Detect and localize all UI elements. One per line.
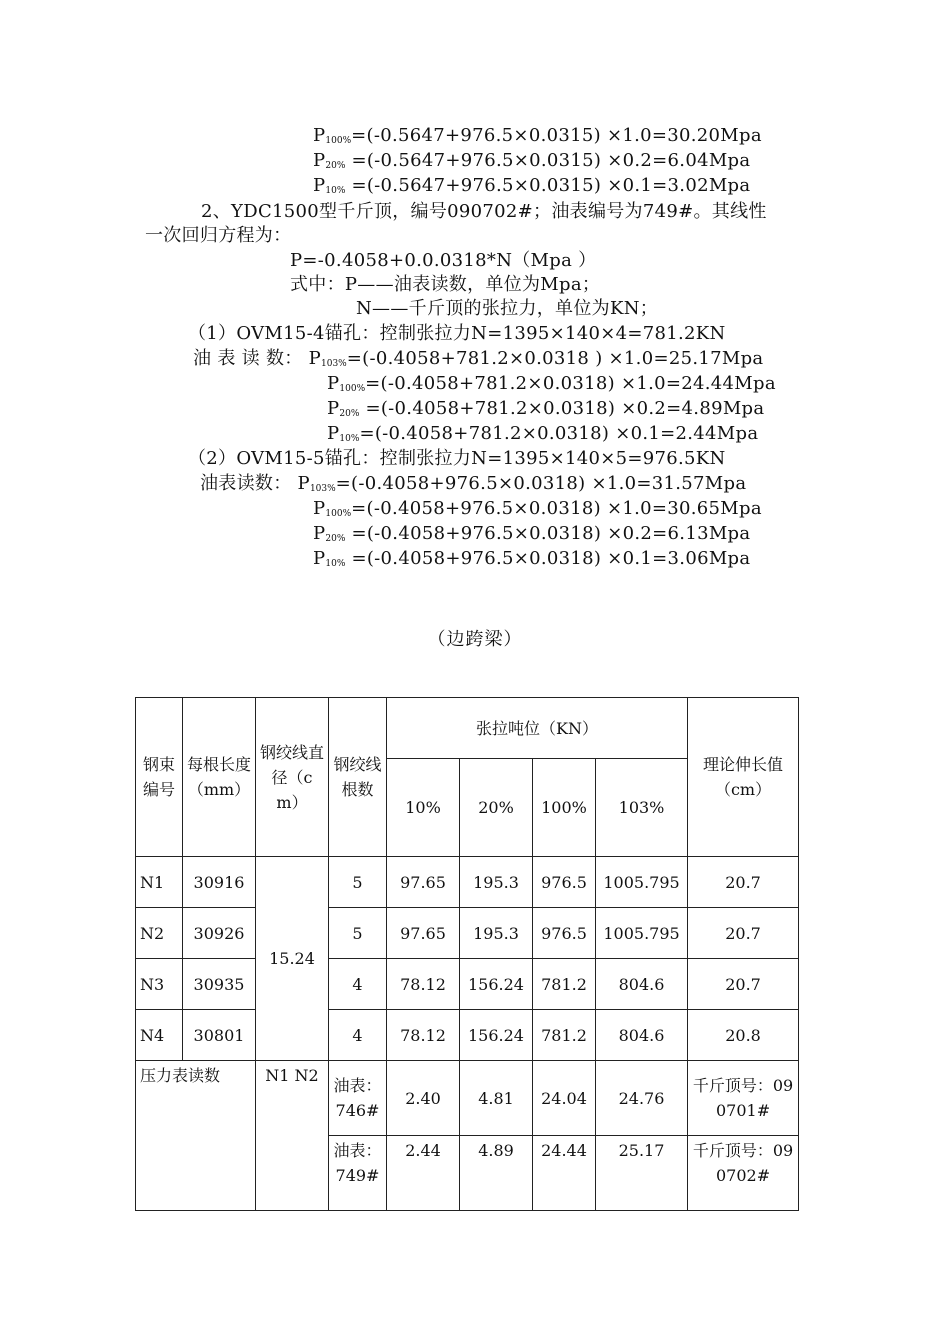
header-bundle-no: 钢束编号 <box>136 698 183 857</box>
cell-t100: 781.2 <box>533 959 596 1010</box>
cell-t100: 976.5 <box>533 857 596 908</box>
cell-t103: 804.6 <box>596 959 688 1010</box>
cell-p103: 25.17 <box>596 1136 688 1211</box>
table-row <box>136 1010 799 1061</box>
header-tension-group: 张拉吨位（KN） <box>387 698 688 759</box>
cell-t20: 156.24 <box>460 959 533 1010</box>
cell-count: 4 <box>329 959 387 1010</box>
cell-elongation: 20.7 <box>688 857 799 908</box>
cell-p10: 2.44 <box>387 1136 460 1211</box>
table-row <box>136 959 799 1010</box>
formula-line: $P_{10\%} =(-0.5647+976.5\times 0.0315) \times 0.1=3.02Mpa$ <box>313 175 751 196</box>
cell-t10: 97.65 <box>387 908 460 959</box>
cell-length: 30916 <box>183 857 256 908</box>
header-pct: 20% <box>460 759 533 857</box>
table-caption: （边跨梁） <box>427 629 523 650</box>
cell-diameter: 15.24 <box>256 857 329 1061</box>
cell-t10: 78.12 <box>387 1010 460 1061</box>
header-pct: 103% <box>596 759 688 857</box>
formula-line: $P_{10\%}=(-0.4058+781.2\times 0.0318) \times 0.1=2.44Mpa$ <box>327 423 759 444</box>
header-pct: 10% <box>387 759 460 857</box>
header-length: 每根长度（mm） <box>183 698 256 857</box>
header-elongation: 理论伸长值（cm） <box>688 698 799 857</box>
cell-p100: 24.04 <box>533 1061 596 1136</box>
cell-t20: 195.3 <box>460 908 533 959</box>
legend-line-n: N——千斤顶的张拉力，单位为KN； <box>356 298 659 319</box>
gauge-label: 压力表读数 <box>136 1061 256 1211</box>
cell-elongation: 20.8 <box>688 1010 799 1061</box>
anchor-heading-2: （2）OVM15-5锚孔：控制张拉力N=1395×140×5=976.5KN <box>188 448 726 469</box>
formula-line: $P_{100\%}=(-0.4058+781.2\times 0.0318) \times 1.0=24.44Mpa$ <box>327 373 776 394</box>
formula-line: $P_{20\%} =(-0.4058+976.5\times 0.0318) \times 0.2=6.13Mpa$ <box>313 523 751 544</box>
cell-elongation: 20.7 <box>688 959 799 1010</box>
cell-t103: 804.6 <box>596 1010 688 1061</box>
tension-table <box>135 697 799 1211</box>
cell-t100: 781.2 <box>533 1010 596 1061</box>
cell-count: 5 <box>329 908 387 959</box>
jack-description: 2、YDC1500型千斤顶，编号090702#；油表编号为749#。其线性 <box>201 201 767 222</box>
cell-bundle-id: N3 <box>136 959 183 1010</box>
cell-t20: 195.3 <box>460 857 533 908</box>
cell-meter: 油表：746# <box>329 1061 387 1136</box>
formula-line: $P_{100\%}=(-0.4058+976.5\times 0.0318) \times 1.0=30.65Mpa$ <box>313 498 762 519</box>
header-diameter: 钢绞线直径（cm） <box>256 698 329 857</box>
cell-p100: 24.44 <box>533 1136 596 1211</box>
formula-line: 油 表 读 数： $P_{103\%}=(-0.4058+781.2\times 0.0318$ ) ×1.0=25.17Mpa <box>193 348 764 369</box>
cell-t20: 156.24 <box>460 1010 533 1061</box>
cell-t10: 78.12 <box>387 959 460 1010</box>
cell-p20: 4.89 <box>460 1136 533 1211</box>
cell-length: 30935 <box>183 959 256 1010</box>
cell-count: 5 <box>329 857 387 908</box>
cell-bundle-id: N4 <box>136 1010 183 1061</box>
cell-p103: 24.76 <box>596 1061 688 1136</box>
cell-elongation: 20.7 <box>688 908 799 959</box>
jack-description-cont: 一次回归方程为： <box>145 225 292 246</box>
formula-line: $P_{20\%} =(-0.4058+781.2\times 0.0318) \times 0.2=4.89Mpa$ <box>327 398 765 419</box>
cell-p10: 2.40 <box>387 1061 460 1136</box>
cell-p20: 4.81 <box>460 1061 533 1136</box>
table-row <box>136 908 799 959</box>
formula-line: $P_{100\%}=(-0.5647+976.5\times 0.0315) \times 1.0=30.20Mpa$ <box>313 125 762 146</box>
cell-meter: 油表：749# <box>329 1136 387 1211</box>
header-strand-count: 钢绞线根数 <box>329 698 387 857</box>
cell-jack: 千斤顶号：090702# <box>688 1136 799 1211</box>
table-row <box>136 857 799 908</box>
formula-line: $P_{20\%} =(-0.5647+976.5\times 0.0315) \times 0.2=6.04Mpa$ <box>313 150 751 171</box>
cell-t100: 976.5 <box>533 908 596 959</box>
cell-bundle-id: N2 <box>136 908 183 959</box>
cell-t103: 1005.795 <box>596 908 688 959</box>
cell-count: 4 <box>329 1010 387 1061</box>
formula-line: $P_{10\%} =(-0.4058+976.5\times 0.0318) \times 0.1=3.06Mpa$ <box>313 548 751 569</box>
cell-length: 30801 <box>183 1010 256 1061</box>
header-pct: 100% <box>533 759 596 857</box>
cell-bundle-id: N1 <box>136 857 183 908</box>
gauge-bundles: N1 N2 <box>256 1061 329 1211</box>
cell-jack: 千斤顶号：090701# <box>688 1061 799 1136</box>
cell-length: 30926 <box>183 908 256 959</box>
gauge-row <box>136 1061 799 1136</box>
regression-equation: P=-0.4058+0.0.0318*N（Mpa ） <box>290 250 597 271</box>
formula-line: 油表读数： $P_{103\%}=(-0.4058+976.5\times 0.0318) \times 1.0=31.57Mpa$ <box>200 473 747 494</box>
cell-t10: 97.65 <box>387 857 460 908</box>
legend-line-p: 式中：P——油表读数，单位为Mpa； <box>290 274 601 295</box>
anchor-heading-1: （1）OVM15-4锚孔：控制张拉力N=1395×140×4=781.2KN <box>188 323 726 344</box>
cell-t103: 1005.795 <box>596 857 688 908</box>
